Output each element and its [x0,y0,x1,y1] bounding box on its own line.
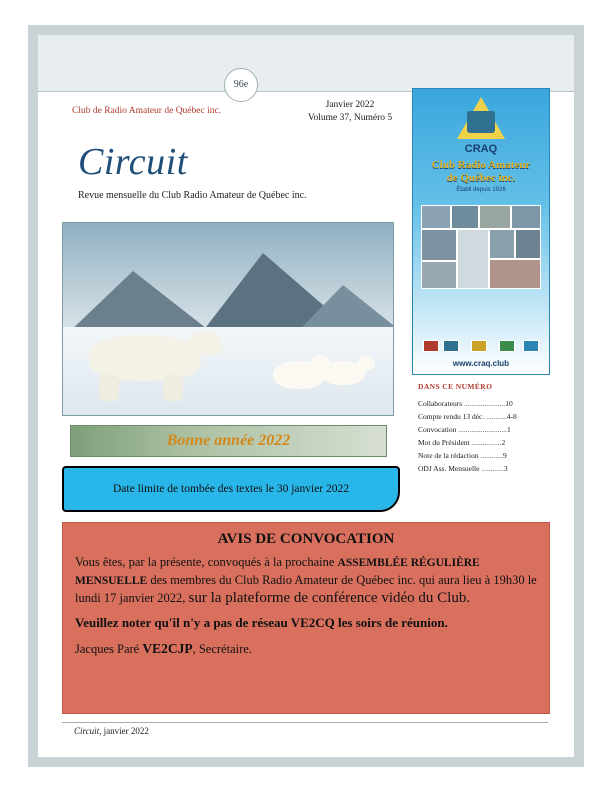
club-established-text: Établi depuis 1926 [456,187,506,193]
toc-item-page: 10 [505,399,513,408]
footer-date: , janvier 2022 [99,726,149,736]
collage-photo [421,261,457,289]
notice-text-part2: des membres du Club Radio Amateur de Québec inc. qui aura lieu [147,573,485,587]
notice-text-emphasis: ASSEMBLÉE RÉGULIÈRE MENSUELLE [75,557,480,587]
polar-bear-adult-head [189,331,223,355]
craq-logo-inner [467,111,495,133]
toc-item[interactable] [418,410,550,423]
signature-role: , Secrétaire. [192,642,252,656]
toc-item-dots: .......................... [456,425,507,434]
club-name-line: Club de Radio Amateur de Québec inc. [72,106,222,116]
issue-date: Janvier 2022 [325,100,375,110]
toc-item-dots: ............ [478,451,503,460]
deadline-callout [62,466,400,512]
club-banner-title-line1: Club Radio Amateur [431,159,531,171]
polar-bear-adult-leg-rear [163,375,183,401]
issue-info [295,99,405,125]
convocation-notice [62,522,550,714]
table-of-contents [418,382,550,475]
page-subtitle: Revue mensuelle du Club Radio Amateur de Québec inc. [78,190,307,201]
toc-item-page: 2 [501,438,506,447]
footer [74,726,149,736]
notice-body [63,548,549,607]
footer-divider [62,722,548,723]
flag-icon [443,340,459,352]
toc-item[interactable] [418,449,550,462]
anniversary-badge: 96e [224,68,258,102]
collage-photo-person [457,229,489,289]
club-banner-title-line2: de Québec inc. [446,172,516,184]
polar-bear-cub-two-head [357,356,375,371]
greeting-text: Bonne année 2022 [166,432,291,449]
collage-photo [421,205,451,229]
flag-row [421,340,541,352]
flag-icon [499,340,515,352]
craq-logo-icon [457,97,505,141]
flag-icon [423,340,439,352]
notice-text-part3: à 19h30 le lundi 17 janvier 2022, [75,573,537,605]
polar-bear-adult-leg-front [99,375,119,401]
collage-photo [451,205,479,229]
toc-item-page: 4-8 [506,412,517,421]
collage-photo [511,205,541,229]
toc-item-page: 3 [503,464,508,473]
craq-acronym: CRAQ [464,143,498,155]
greeting-banner [70,425,387,457]
toc-item[interactable] [418,397,550,410]
toc-item-label: Mot du Président [418,438,470,447]
notice-title: AVIS DE CONVOCATION [217,531,395,547]
deadline-text: Date limite de tombée des textes le 30 janvier 2022 [113,483,349,495]
club-photo-collage [421,205,541,315]
collage-photo [479,205,511,229]
header-band [38,35,574,92]
toc-title: DANS CE NUMÉRO [418,382,493,391]
toc-item-label: ODJ Ass. Mensuelle [418,464,480,473]
signature-callsign: VE2CJP [142,641,193,656]
toc-item-dots: ........... [484,412,507,421]
toc-item-page: 1 [506,425,511,434]
club-website[interactable]: www.craq.club [452,359,510,368]
flag-icon [523,340,539,352]
issue-volume: Volume 37, Numéro 5 [307,113,393,123]
flag-icon [471,340,487,352]
toc-item-label: Note de la rédaction [418,451,479,460]
notice-network-warning: Veuillez noter qu'il n'y a pas de réseau VE2CQ les soirs de réunion. [75,615,448,630]
polar-bear-photo [62,222,394,416]
toc-item[interactable] [418,436,550,449]
collage-photo [489,229,515,259]
footer-title: Circuit [74,726,100,736]
page-title: Circuit [78,141,188,183]
club-banner-title [413,159,549,185]
toc-item-label: Compte rendu 13 déc. [418,412,485,421]
toc-item-label: Collaborateurs [418,399,463,408]
signature-name: Jacques Paré [75,642,143,656]
toc-item-dots: ...................... [462,399,506,408]
toc-item-label: Convocation [418,425,457,434]
club-banner-image [412,88,550,375]
toc-item-dots: ............ [479,464,504,473]
toc-item[interactable] [418,423,550,436]
collage-photo [515,229,541,259]
toc-item-dots: ................ [469,438,502,447]
notice-text-part1: Vous êtes, par la présente, convoqués à la prochaine [75,555,338,569]
notice-text-part4: sur la plateforme de conférence vidéo du Club. [188,590,471,606]
collage-photo [489,259,541,289]
toc-item[interactable] [418,462,550,475]
collage-photo [421,229,457,261]
toc-item-page: 9 [502,451,507,460]
notice-signature [63,631,549,657]
